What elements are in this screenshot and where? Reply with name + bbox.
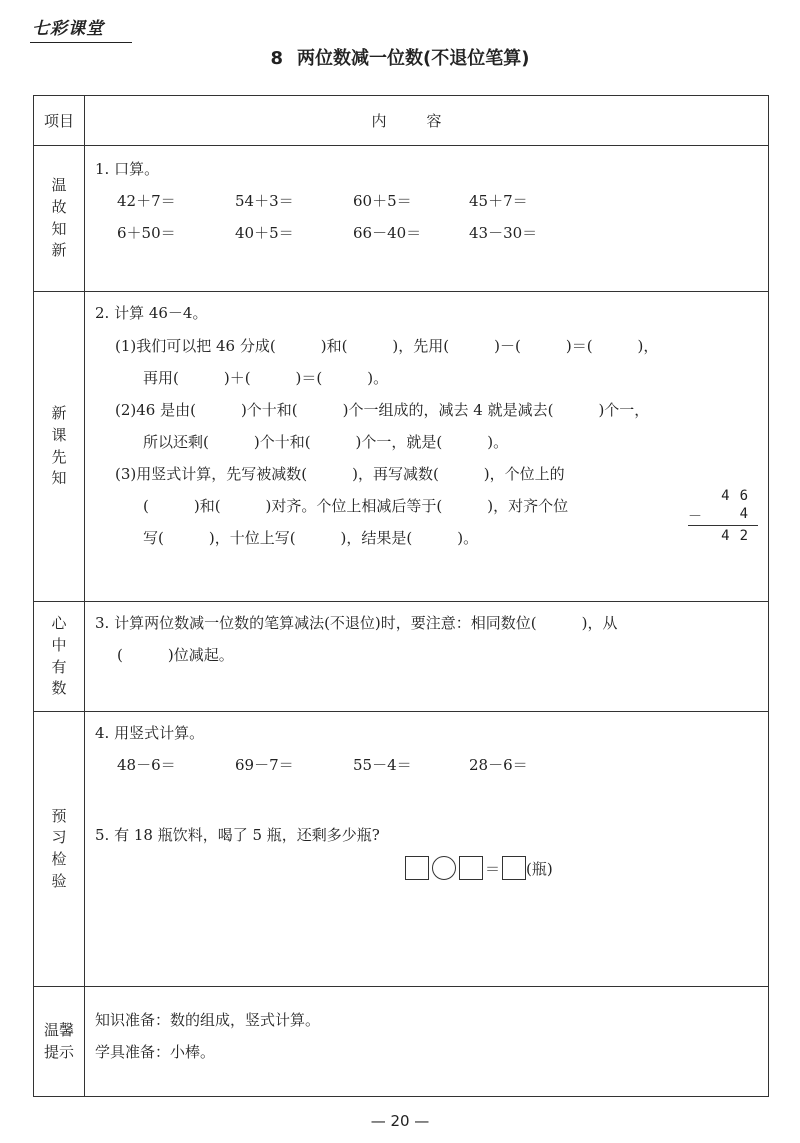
- q1-problem: 45＋7＝: [469, 192, 528, 210]
- key-points-row: [34, 602, 769, 712]
- q1-problem: 6＋50＝: [117, 224, 176, 242]
- q4-row: [85, 754, 768, 774]
- content-header-text: 内容: [371, 112, 482, 130]
- q2-title: 2. 计算 46－4。: [95, 304, 208, 322]
- q1-problem: 60＋5＝: [353, 192, 412, 210]
- q1-problem: 42＋7＝: [117, 192, 176, 210]
- tips-line2: 学具准备：小棒。: [95, 1043, 216, 1061]
- tips-line1: 知识准备：数的组成，竖式计算。: [95, 1011, 321, 1029]
- lesson-number: 8: [270, 48, 284, 69]
- key-points-label-text: 心中有数: [51, 614, 67, 698]
- q1-problem: 54＋3＝: [235, 192, 294, 210]
- q2-part1-line2: 再用( )＋( )＝( )。: [143, 369, 389, 387]
- new-knowledge-content: [85, 292, 769, 602]
- new-knowledge-label-text: 新课先知: [51, 404, 67, 488]
- worksheet-table: [33, 95, 769, 1097]
- tips-label: [34, 987, 85, 1097]
- q3-line1: 3. 计算两位数减一位数的笔算减法(不退位)时，要注意：相同数位( )，从: [95, 614, 618, 632]
- q2-part3-line2: ( )和( )对齐。个位上相减后等于( )，对齐个位: [143, 497, 569, 515]
- table-header-row: [34, 96, 769, 146]
- unit-label: (瓶): [526, 859, 553, 878]
- page-number: — 20 —: [370, 1112, 430, 1130]
- tips-row: [34, 987, 769, 1097]
- preview-check-label-text: 预习检验: [51, 806, 67, 890]
- item-header: [34, 96, 85, 146]
- lesson-title: 两位数减一位数(不退位笔算): [297, 48, 530, 69]
- brand-logo: 七彩课堂: [32, 19, 104, 39]
- q4-problem: 69－7＝: [235, 756, 294, 774]
- page-title: [0, 44, 800, 70]
- q5-equation: [405, 856, 553, 880]
- q5-title: 5. 有 18 瓶饮料，喝了 5 瓶，还剩多少瓶?: [95, 826, 380, 844]
- q2-part1-line1: (1)我们可以把 46 分成( )和( )，先用( )－( )＝( )，: [115, 337, 659, 355]
- vertical-operator: －: [688, 509, 702, 525]
- q1-row2: [85, 222, 768, 242]
- review-label-text: 温故知新: [51, 176, 67, 260]
- review-row: [34, 146, 769, 292]
- answer-box[interactable]: [502, 856, 526, 880]
- review-content: [85, 146, 769, 292]
- item-header-text: 项目: [43, 112, 74, 130]
- q2-part2-line2: 所以还剩( )个十和( )个一，就是( )。: [143, 433, 509, 451]
- review-label: [34, 146, 85, 292]
- operator-circle[interactable]: [432, 856, 456, 880]
- answer-box[interactable]: [459, 856, 483, 880]
- vertical-subtrahend: 4: [739, 506, 758, 522]
- q1-problem: 40＋5＝: [235, 224, 294, 242]
- vertical-result: 42: [721, 528, 758, 544]
- q1-title: 1. 口算。: [95, 160, 160, 178]
- key-points-label: [34, 602, 85, 712]
- new-knowledge-label: [34, 292, 85, 602]
- q1-problem: 43－30＝: [469, 224, 538, 242]
- equals-sign: ＝: [485, 859, 501, 878]
- content-header: [85, 96, 769, 146]
- vertical-bar: [688, 525, 758, 526]
- q4-problem: 48－6＝: [117, 756, 176, 774]
- q2-part2-line1: (2)46 是由( )个十和( )个一组成的，减去 4 就是减去( )个一，: [115, 401, 650, 419]
- q4-title: 4. 用竖式计算。: [95, 724, 205, 742]
- q2-part3-line1: (3)用竖式计算，先写被减数( )，再写减数( )，个位上的: [115, 465, 565, 483]
- q4-problem: 28－6＝: [469, 756, 528, 774]
- vertical-calculation: [688, 488, 758, 544]
- q1-problem: 66－40＝: [353, 224, 422, 242]
- key-points-content: [85, 602, 769, 712]
- new-knowledge-row: [34, 292, 769, 602]
- preview-check-content: [85, 712, 769, 987]
- answer-box[interactable]: [405, 856, 429, 880]
- q3-line2: ( )位减起。: [117, 646, 234, 664]
- brand-underline: [30, 42, 132, 43]
- tips-content: [85, 987, 769, 1097]
- q2-part3-line3: 写( )，十位上写( )，结果是( )。: [143, 529, 479, 547]
- preview-check-row: [34, 712, 769, 987]
- q1-row1: [85, 190, 768, 210]
- vertical-minuend: 46: [721, 488, 758, 504]
- tips-label-text: 温馨提示: [43, 1020, 74, 1061]
- preview-check-label: [34, 712, 85, 987]
- q4-problem: 55－4＝: [353, 756, 412, 774]
